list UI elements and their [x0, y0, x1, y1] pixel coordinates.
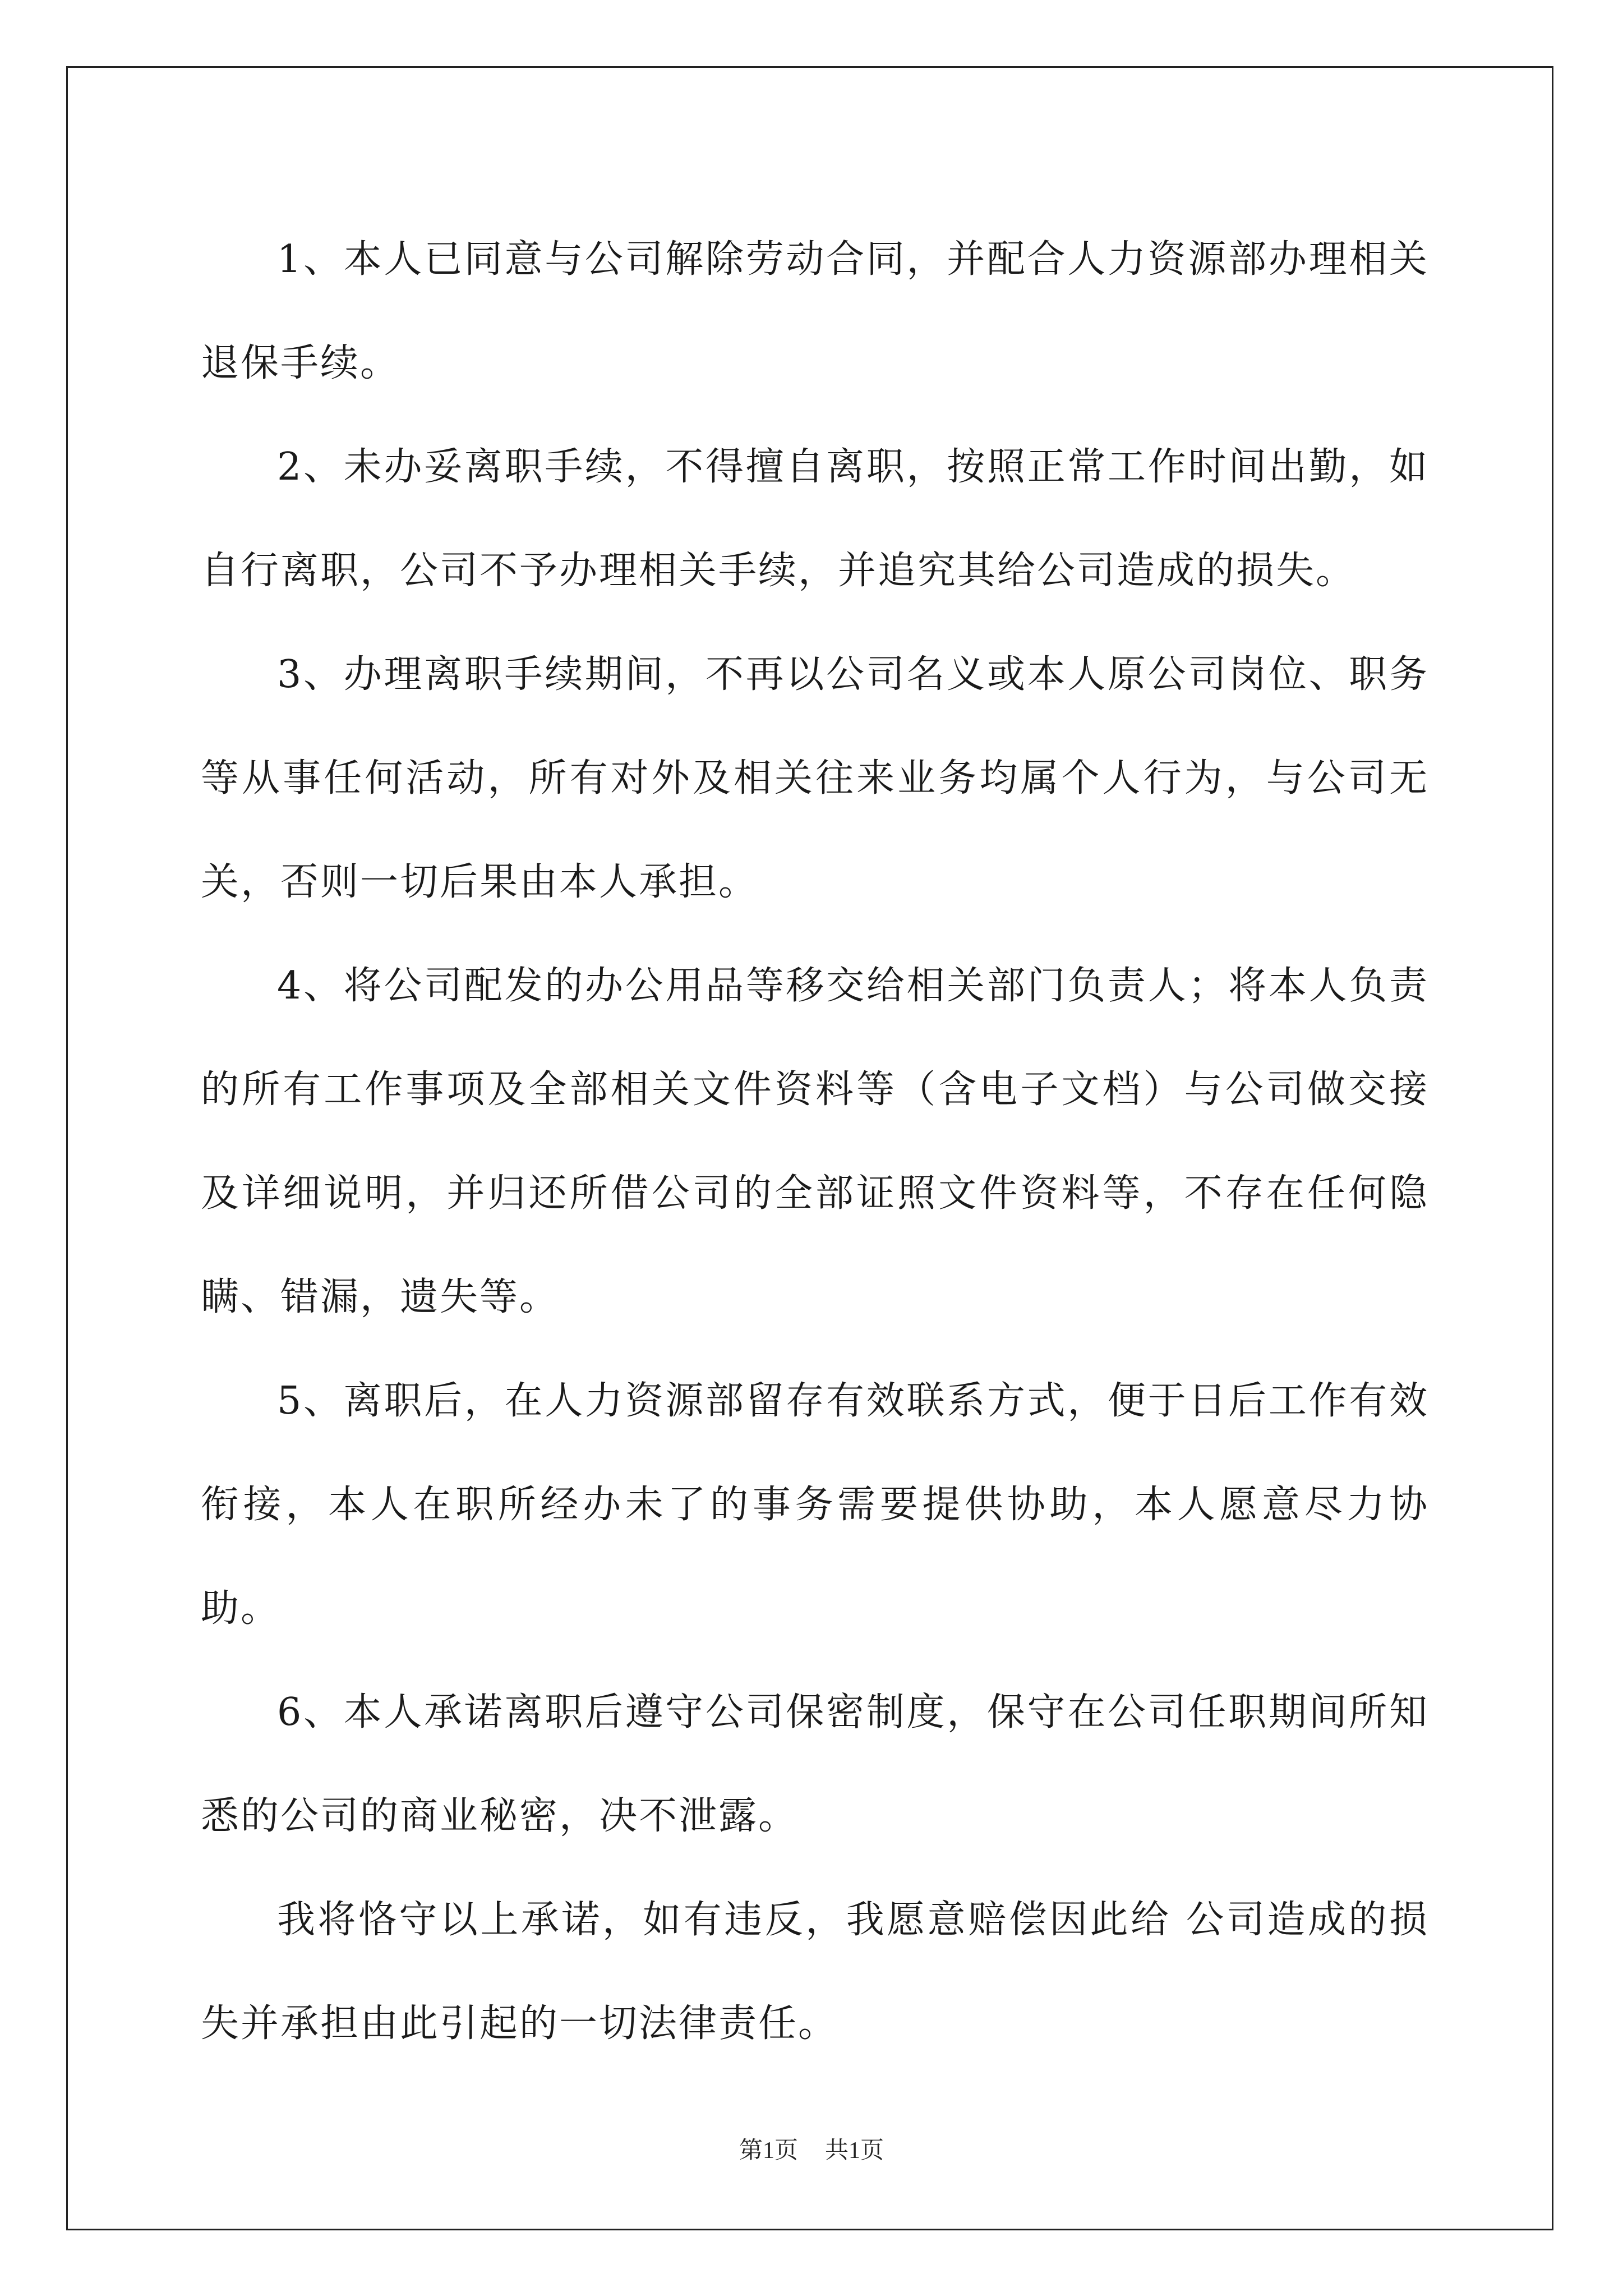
paragraph-1: 1、本人已同意与公司解除劳动合同，并配合人力资源部办理相关退保手续。: [201, 237, 1429, 385]
page-number: 第1页: [739, 2138, 798, 2164]
paragraph-4: 4、将公司配发的办公用品等移交给相关部门负责人；将本人负责的所有工作事项及全部相关文件资料等（含电子文档）与公司做交接及详细说明，并归还所借公司的全部证照文件资料等，不存在任何隐瞒、错漏，遗失等。: [201, 964, 1429, 1319]
paragraph-2: 2、未办妥离职手续，不得擅自离职，按照正常工作时间出勤，如自行离职，公司不予办理相关手续，并追究其给公司造成的损失。: [201, 445, 1429, 593]
page-total: 共1页: [825, 2138, 884, 2164]
paragraph-closing: 我将恪守以上承诺，如有违反，我愿意赔偿因此给 公司造成的损失并承担由此引起的一切法律责任。: [201, 1898, 1429, 2046]
paragraph-6: 6、本人承诺离职后遵守公司保密制度，保守在公司任职期间所知悉的公司的商业秘密，决不泄露。: [201, 1690, 1429, 1838]
paragraph-5: 5、离职后，在人力资源部留存有效联系方式，便于日后工作有效衔接，本人在职所经办未了的事务需要提供协助，本人愿意尽力协助。: [201, 1379, 1429, 1631]
page-footer: [0, 2132, 1623, 2165]
paragraph-3: 3、办理离职手续期间，不再以公司名义或本人原公司岗位、职务等从事任何活动，所有对外及相关往来业务均属个人行为，与公司无关，否则一切后果由本人承担。: [201, 652, 1429, 904]
document-body: [201, 208, 1429, 2076]
